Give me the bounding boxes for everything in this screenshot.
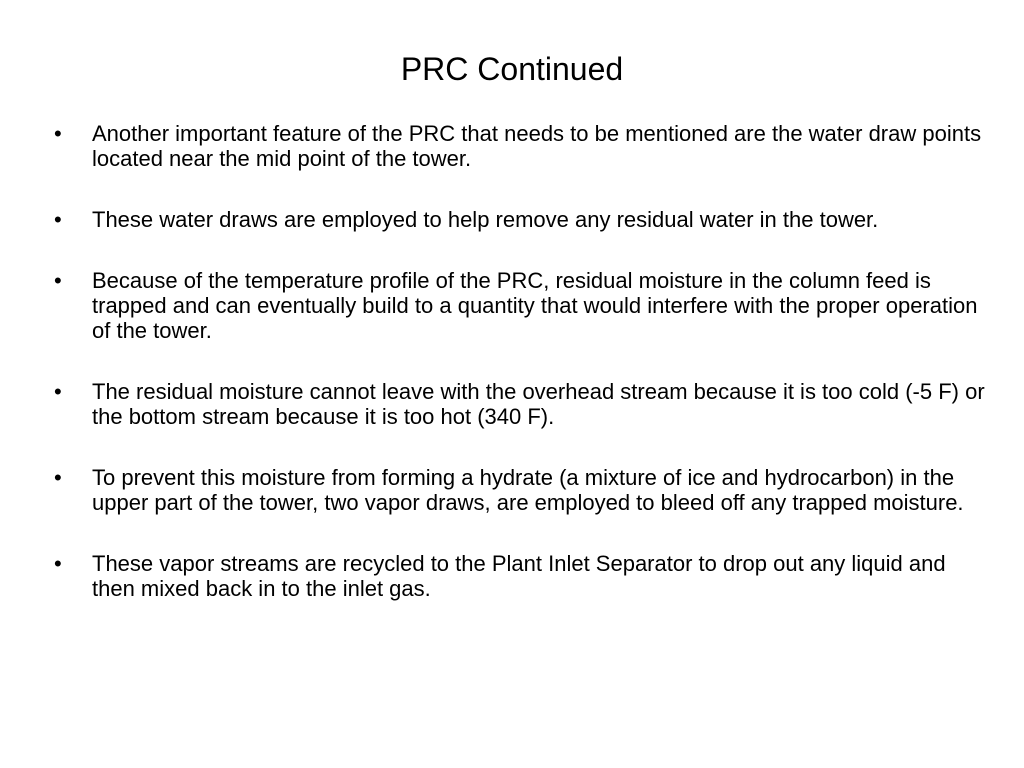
bullet-text: These vapor streams are recycled to the Plant Inlet Separator to drop out any liquid and then mixed back in to the inlet gas. [92,551,946,601]
bullet-item [54,121,994,171]
bullet-text: To prevent this moisture from forming a hydrate (a mixture of ice and hydrocarbon) in the upper part of the tower, two vapor draws, are employed to bleed off any trapped moisture. [92,465,964,515]
bullet-marker: • [54,121,62,146]
bullet-text: Another important feature of the PRC that needs to be mentioned are the water draw points located near the mid point of the tower. [92,121,982,171]
bullet-text: The residual moisture cannot leave with the overhead stream because it is too cold (-5 F) or the bottom stream because it is too hot (340 F). [92,379,985,429]
slide-title: PRC Continued [400,51,624,87]
bullet-marker: • [54,551,62,576]
bullet-marker: • [54,379,62,404]
bullet-item [54,551,994,601]
bullet-item [54,268,994,343]
bullet-marker: • [54,465,62,490]
bullet-item [54,379,994,429]
bullet-marker: • [54,207,62,232]
bullet-text: These water draws are employed to help remove any residual water in the tower. [92,207,879,232]
bullet-item [54,465,994,515]
bullet-marker: • [54,268,62,293]
bullet-list [54,121,994,637]
bullet-item [54,207,994,232]
bullet-text: Because of the temperature profile of the PRC, residual moisture in the column feed is trapped and can eventually build to a quantity that would interfere with the proper operation of the tower. [92,268,978,343]
